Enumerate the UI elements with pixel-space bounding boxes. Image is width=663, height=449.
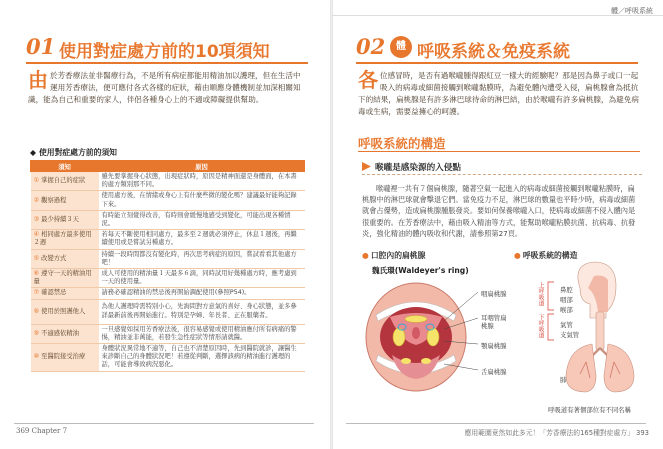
guideline-text: 使用於照護他人 [41,307,86,315]
guidelines-table [30,160,305,372]
item-number: ⑨ [33,329,40,337]
section-number: 01 [26,34,56,59]
guideline-text: 確認禁忌 [41,289,67,297]
table-row [31,191,305,210]
reason-cell: 雖先要掌握身心狀態，出現症狀時，原因是精神面還是身體面，在本書的處方類別那不同。 [99,172,305,191]
header-guideline: 須知 [31,161,99,172]
section-heading: 呼吸系統的構造 [358,136,446,151]
figure-caption: 呼吸道有著個部位有不同名稱 [548,406,632,414]
guideline-cell [31,269,99,288]
footer-rule [346,423,646,424]
reason-cell: 若每天不斷使用相同處方，最多至２週就必須停止，休息１週後，再繼續使用或是嘗試另種處方。 [99,230,305,249]
label-trachea: 氣管 [560,321,573,329]
reason-cell: 請務必確認精油的禁忌後再開始調配使用(參照P54)。 [99,288,305,299]
label-lingual-tonsil: 舌扁桃腺 [481,368,507,376]
table-row [31,344,305,372]
footer-rule [14,423,314,424]
heading-rule [358,151,640,152]
label-lung: 肺 [560,376,567,384]
airway-brackets [544,280,558,342]
page-folio: 369 Chapter 7 [16,427,68,435]
reason-cell: 持續一段時間都沒有變化時，再次思考病症的原因，嘗試看看其他處方吧！ [99,249,305,268]
drop-cap: 由 [28,68,48,92]
tonsil-leader-lines [444,278,482,388]
header-reason: 原因 [99,161,305,172]
label-larynx: 喉部 [560,306,573,314]
guideline-text: 觀察過程 [41,196,67,204]
right-page [332,0,663,449]
item-number: ③ [33,215,40,223]
guideline-text: 最少持續３天 [41,215,79,223]
table-row [31,172,305,191]
waldeyer-ring-label: 魏氏環(Waldeyer's ring) [372,266,469,275]
guideline-cell [31,249,99,268]
label-upper-airway: 上呼吸道 [537,282,544,306]
table-header-row [31,161,305,172]
guideline-text: 遵守一天的精油用量 [33,270,92,286]
table-heading-text: 使用對症處方前的須知 [39,148,117,157]
reason-cell: 身體狀況異常地不適等，自己也不清楚原因時，先到醫院就診，讓醫生來診斷自己的身體狀況吧！若遵從判斷，選擇該病的精油進行護理的話，可能會導致病況惡化。 [99,344,305,372]
page-folio: 應用範圍竟然如此多元！「芳香療法的165種對症處方」 393 [464,429,649,437]
intro-text: 位感冒時，是否有過喉嚨腫得跟紅豆一樣大的經驗呢？那是因為鼻子或口一起吸入的病毒或細菌接觸到喉嚨黏膜時，為避免體內遭受入侵，扁桃腺會為抵抗下的結果，扁桃腺是有許多淋巴球待命的淋巴結，由於喉嚨有許多扁桃腺，為避免病毒或生病，需要益擁心的呵護。 [358,71,639,116]
section-number: 02 [356,34,386,59]
guideline-cell [31,210,99,229]
guideline-cell [31,299,99,324]
figure-title-respiratory: ● 呼吸系統的構造 [514,251,578,260]
label-pharynx: 咽部 [560,296,573,304]
left-page [0,0,331,449]
intro-paragraph [28,70,304,106]
intro-paragraph [358,70,640,118]
body-icon: 體 [390,36,412,58]
diamond-icon: ◆ [30,148,36,157]
reason-cell: 使用處方後，在情緒或身心上有什麼些微的變化嗎？建議最好能夠記錄下來。 [99,191,305,210]
page-title: 使用對症處方前的10項須知 [59,42,270,62]
intro-text: 於芳香療法並非醫療行為，不是所有病症都能用精油加以護理，但在生活中運用芳香療法，便可應付各式各樣的症狀，藉由順應身體機制並加深相關知識，能為自己和重要的家人，伴侶各種身心上的不適或障礙提供幫助。 [28,71,301,104]
item-number: ⑩ [33,353,40,361]
item-number: ⑤ [33,254,40,262]
item-number: ② [33,196,40,204]
table-row [31,288,305,299]
reason-cell: 為他人護理時需特別小心，先詢問對方意氣的喜好、身心狀態，並多參詳最新前後再開始進行。特別是孕婦、年長者、正在服藥者。 [99,299,305,324]
item-number: ⑥ [33,270,40,278]
guideline-cell [31,230,99,249]
figure-title-tonsils: ● 口腔內的扁桃腺 [362,251,426,260]
drop-cap: 各 [358,68,378,92]
header-rule [332,15,663,16]
guideline-text: 相同處方最多使用２週 [33,231,92,247]
label-nasal-cavity: 鼻腔 [560,286,573,294]
running-header: 體／呼吸系統 [611,7,653,15]
table-row [31,230,305,249]
reason-cell: 一旦感覺如採用芳香療法後，很容易感覺或使用精油應付所有病痛的警惕，精油並非萬能，若發生急性症狀等情形請就醫。 [99,324,305,343]
guideline-cell [31,172,99,191]
subheading-text: 喉嚨是感染源的入侵點 [375,163,461,173]
label-palatine-tonsil: 顎扁桃腺 [481,342,507,350]
table-row [31,299,305,324]
table-row [31,210,305,229]
item-number: ⑦ [33,289,40,297]
item-number: ⑧ [33,307,40,315]
table-row [31,249,305,268]
guideline-text: 至醫院接受治療 [41,353,86,361]
label-bronchus: 支氣管 [560,331,580,339]
guideline-text: 不適感依精油 [41,329,79,337]
reason-cell: 有時能立刻覺得改善，有時則會緩慢地感受到變化，可能出現各種情況。 [99,210,305,229]
label-lower-airway: 下呼吸道 [537,314,544,338]
table-row [31,269,305,288]
reason-cell: 成人可使用的精油量１天最多６滴，同時試用好幾種處方時，應考慮到一天的使用量。 [99,269,305,288]
triangle-icon [362,162,371,171]
guideline-cell [31,324,99,343]
guideline-text: 改變方式 [41,254,67,262]
guideline-cell [31,344,99,372]
table-heading [30,147,117,158]
item-number: ① [33,177,40,185]
body-text: 喉嚨裡一共有７個扁桃腺，隨著空氣一起進入的病毒或細菌接觸到喉嚨粘膜時，扁桃腺中的淋巴球就會擊退它們。當免疫力不足，淋巴球的數量也平時少時，病毒或細菌就會占優勢，造成扁桃腺腫脹發炎。要如何保養喉嚨入口，使病毒或細菌不侵入體內是很重要的。在芳香療法中，藉由吸入精油等方式，能幫助喉嚨粘膜抗菌、抗病毒、抗發炎，強化精油的體內吸收和代謝，請參照第27頁。 [362,184,636,238]
label-tubal-tonsil: 耳咽管扁桃腺 [481,314,507,330]
subheading [362,161,461,173]
guideline-cell [31,191,99,210]
guideline-cell [31,288,99,299]
table-row [31,324,305,343]
title-rule [26,62,308,64]
subheading-rule [362,174,642,175]
label-pharyngeal-tonsil: 咽扁桃腺 [481,290,507,298]
guideline-text: 掌握自己的症狀 [41,177,86,185]
page-title: 呼吸系統＆免疫系統 [417,42,570,62]
title-rule [356,62,638,64]
item-number: ④ [33,231,40,239]
